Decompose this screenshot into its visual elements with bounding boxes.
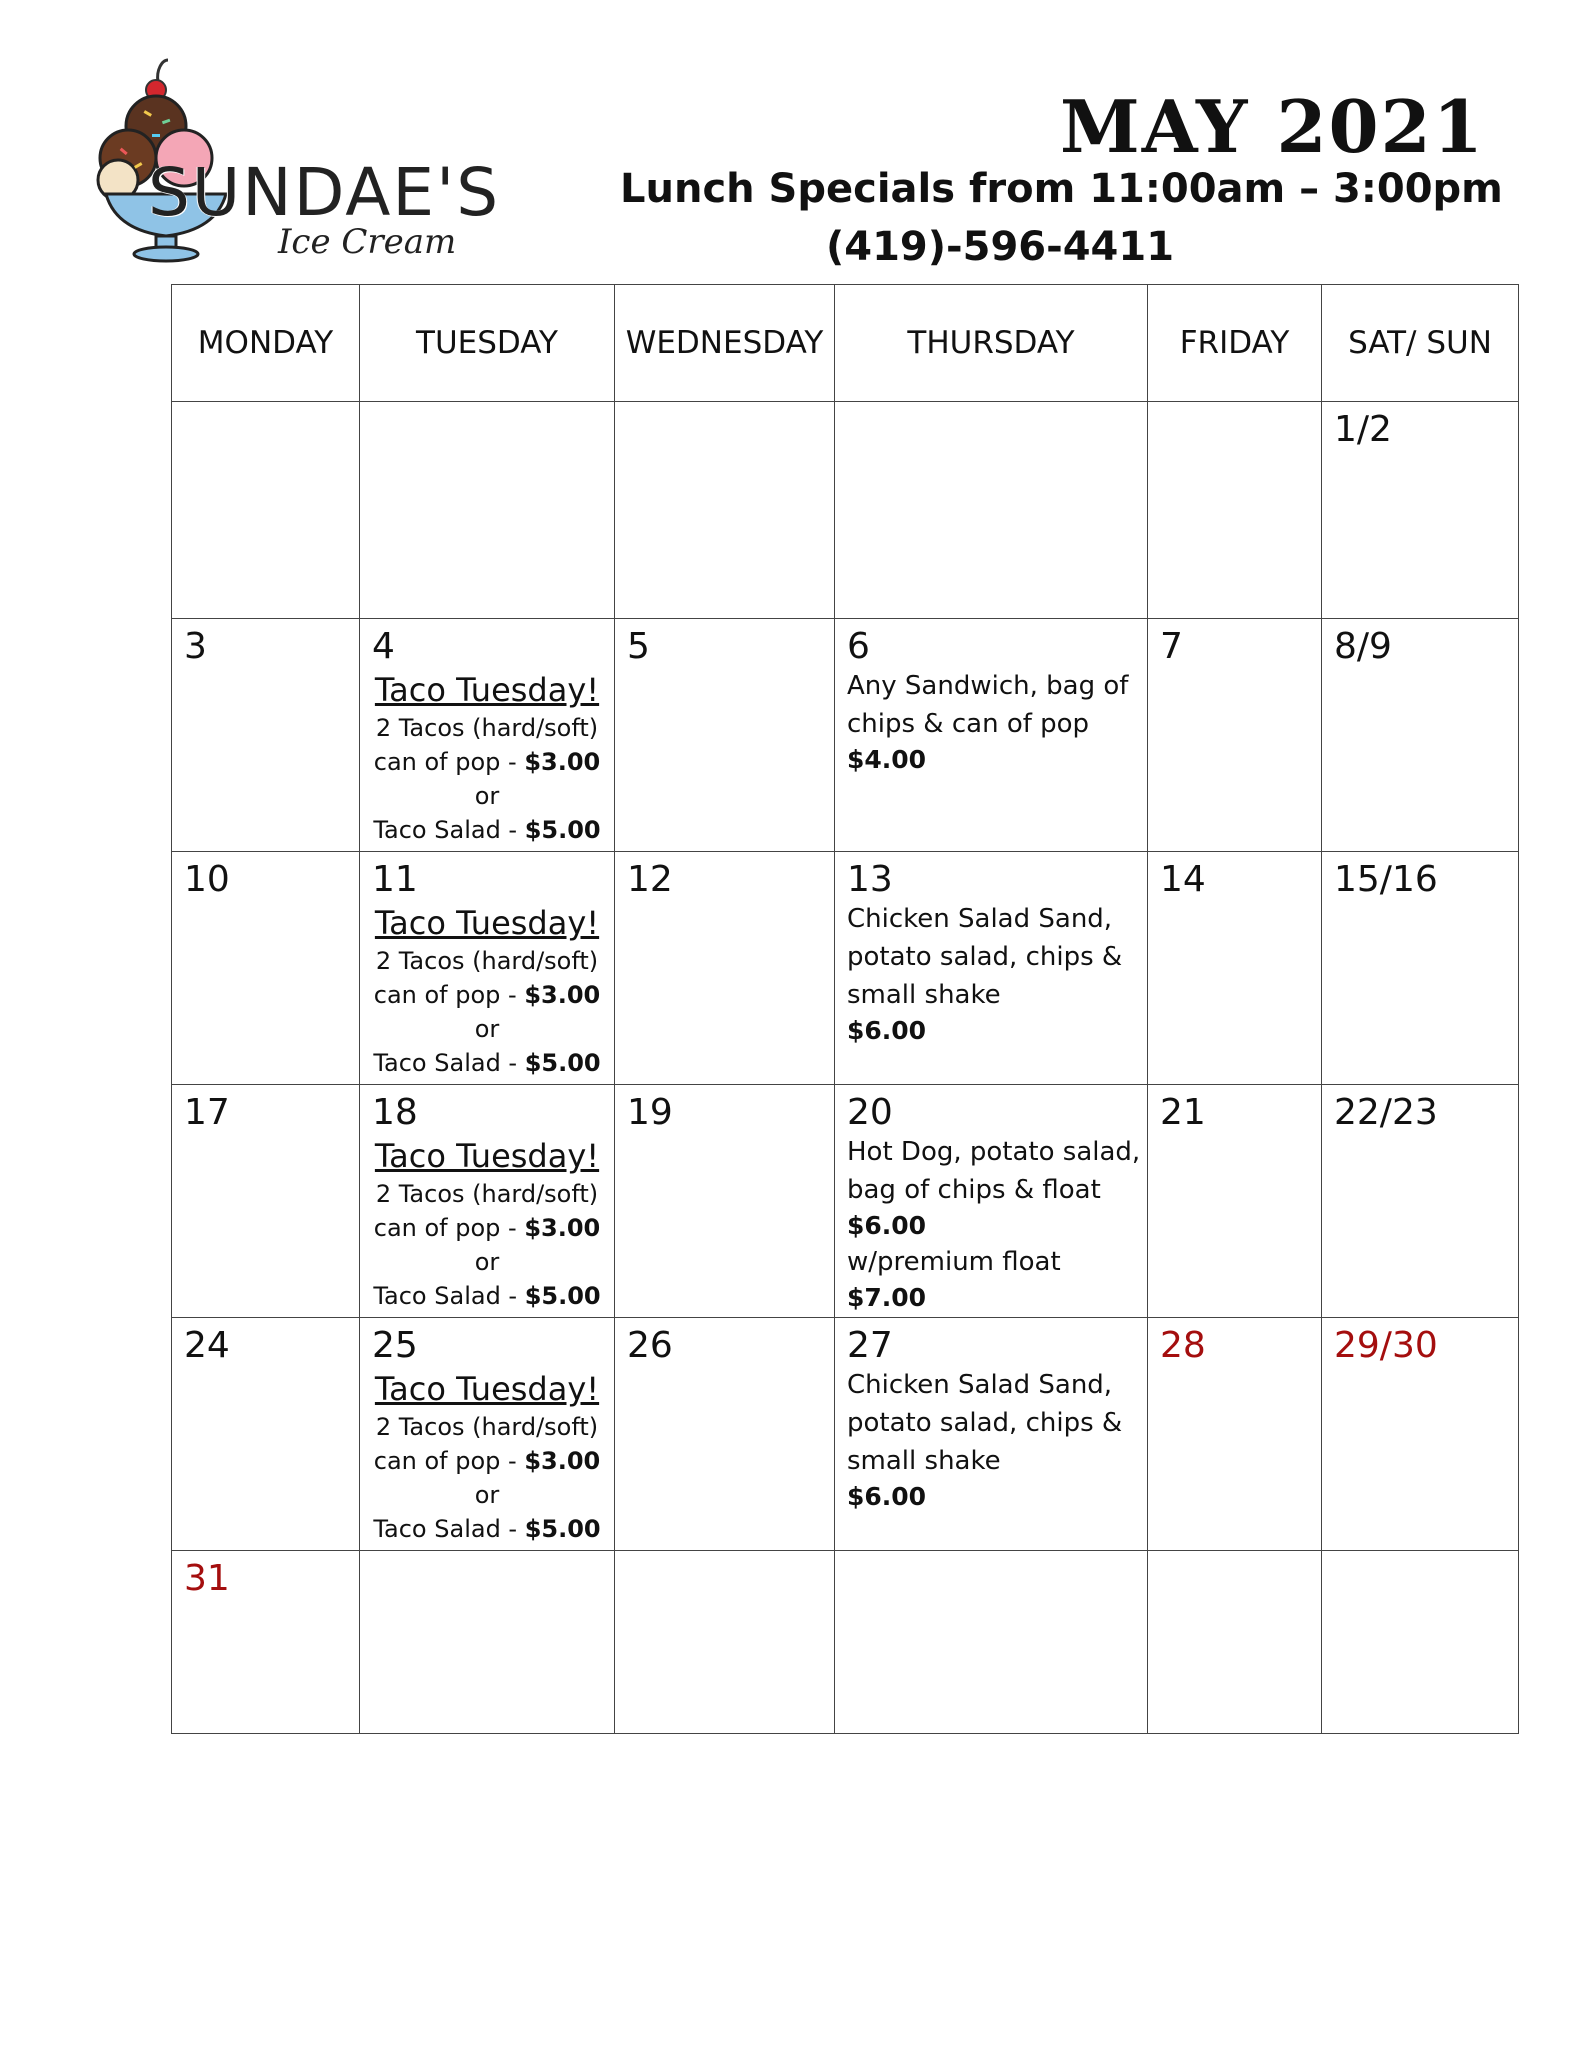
special-line: 2 Tacos (hard/soft) bbox=[375, 1413, 599, 1441]
price: $3.00 bbox=[524, 1214, 601, 1242]
lunch-hours: Lunch Specials from 11:00am – 3:00pm bbox=[620, 166, 1503, 212]
week-row bbox=[172, 1551, 1519, 1734]
date-number: 25 bbox=[372, 1325, 418, 1366]
day-cell-empty bbox=[360, 1551, 615, 1734]
date-number: 14 bbox=[1160, 859, 1206, 900]
special-line: small shake bbox=[847, 980, 1001, 1010]
date-number: 15/16 bbox=[1334, 859, 1438, 900]
price: $6.00 bbox=[847, 1211, 927, 1240]
price: $6.00 bbox=[847, 1482, 927, 1511]
day-cell bbox=[835, 1085, 1148, 1318]
thursday-special bbox=[835, 667, 1147, 777]
day-cell bbox=[1322, 852, 1519, 1085]
thursday-special bbox=[835, 1133, 1147, 1315]
brand-subtitle: Ice Cream bbox=[278, 222, 457, 262]
date-number-holiday: 29/30 bbox=[1334, 1325, 1438, 1366]
price: $3.00 bbox=[524, 748, 601, 776]
day-cell bbox=[1148, 619, 1322, 852]
date-number: 12 bbox=[627, 859, 673, 900]
special-line: can of pop - $3.00 bbox=[373, 981, 601, 1009]
special-line: can of pop - $3.00 bbox=[373, 748, 601, 776]
special-line: Taco Salad - $5.00 bbox=[373, 1049, 601, 1077]
date-number: 10 bbox=[184, 859, 230, 900]
day-cell bbox=[360, 619, 615, 852]
calendar-table bbox=[171, 284, 1519, 1734]
taco-tuesday-special bbox=[360, 1368, 614, 1546]
special-line: can of pop - $3.00 bbox=[373, 1214, 601, 1242]
thursday-special bbox=[835, 1366, 1147, 1514]
date-number: 24 bbox=[184, 1325, 230, 1366]
day-cell-empty bbox=[615, 402, 835, 619]
day-cell-empty bbox=[835, 1551, 1148, 1734]
week-row bbox=[172, 402, 1519, 619]
thursday-special bbox=[835, 900, 1147, 1048]
date-number: 11 bbox=[372, 859, 418, 900]
special-line: Hot Dog, potato salad, bbox=[847, 1137, 1141, 1167]
special-line: Any Sandwich, bag of bbox=[847, 671, 1129, 701]
day-cell-empty bbox=[615, 1551, 835, 1734]
brand-name: SUNDAE'S bbox=[148, 154, 501, 231]
date-number: 4 bbox=[372, 626, 395, 667]
day-cell bbox=[1148, 1318, 1322, 1551]
weekday-header: THURSDAY bbox=[835, 285, 1148, 402]
day-cell bbox=[615, 852, 835, 1085]
day-cell bbox=[835, 1318, 1148, 1551]
special-line: Chicken Salad Sand, bbox=[847, 1370, 1113, 1400]
day-cell-empty bbox=[1322, 1551, 1519, 1734]
special-line: Chicken Salad Sand, bbox=[847, 904, 1113, 934]
day-cell-empty bbox=[360, 402, 615, 619]
week-row bbox=[172, 1085, 1519, 1318]
special-line: or bbox=[474, 1248, 500, 1276]
taco-tuesday-special bbox=[360, 1135, 614, 1313]
date-number: 1/2 bbox=[1334, 409, 1392, 450]
date-number: 5 bbox=[627, 626, 650, 667]
special-heading: Taco Tuesday! bbox=[374, 671, 600, 709]
day-cell bbox=[360, 852, 615, 1085]
price: $5.00 bbox=[524, 1282, 601, 1310]
date-number-holiday: 31 bbox=[184, 1558, 230, 1599]
day-cell bbox=[172, 619, 360, 852]
date-number: 27 bbox=[847, 1325, 893, 1366]
weekday-header: MONDAY bbox=[172, 285, 360, 402]
day-cell-empty bbox=[172, 402, 360, 619]
special-line: Taco Salad - $5.00 bbox=[373, 1282, 601, 1310]
day-cell bbox=[172, 852, 360, 1085]
week-row bbox=[172, 619, 1519, 852]
week-row bbox=[172, 1318, 1519, 1551]
date-number: 26 bbox=[627, 1325, 673, 1366]
special-line: 2 Tacos (hard/soft) bbox=[375, 1180, 599, 1208]
special-line: Taco Salad - $5.00 bbox=[373, 816, 601, 844]
day-cell-empty bbox=[1148, 402, 1322, 619]
date-number: 7 bbox=[1160, 626, 1183, 667]
day-cell bbox=[615, 619, 835, 852]
taco-tuesday-special bbox=[360, 902, 614, 1080]
price: $4.00 bbox=[847, 745, 927, 774]
special-heading: Taco Tuesday! bbox=[374, 1137, 600, 1175]
price: $5.00 bbox=[524, 1515, 601, 1543]
day-cell bbox=[172, 1318, 360, 1551]
date-number-holiday: 28 bbox=[1160, 1325, 1206, 1366]
month-title: MAY 2021 bbox=[1060, 84, 1485, 169]
special-line: Taco Salad - $5.00 bbox=[373, 1515, 601, 1543]
special-line: or bbox=[474, 782, 500, 810]
weekday-header: FRIDAY bbox=[1148, 285, 1322, 402]
date-number: 6 bbox=[847, 626, 870, 667]
day-cell bbox=[360, 1085, 615, 1318]
price: $5.00 bbox=[524, 1049, 601, 1077]
day-cell bbox=[172, 1085, 360, 1318]
special-line: can of pop - $3.00 bbox=[373, 1447, 601, 1475]
price: $3.00 bbox=[524, 981, 601, 1009]
special-line: w/premium float bbox=[847, 1247, 1061, 1277]
date-number: 20 bbox=[847, 1092, 893, 1133]
special-line: or bbox=[474, 1015, 500, 1043]
special-line: 2 Tacos (hard/soft) bbox=[375, 714, 599, 742]
price: $3.00 bbox=[524, 1447, 601, 1475]
day-cell bbox=[360, 1318, 615, 1551]
special-heading: Taco Tuesday! bbox=[374, 904, 600, 942]
date-number: 18 bbox=[372, 1092, 418, 1133]
date-number: 13 bbox=[847, 859, 893, 900]
week-row bbox=[172, 852, 1519, 1085]
special-line: chips & can of pop bbox=[847, 709, 1090, 739]
day-cell bbox=[835, 619, 1148, 852]
day-cell bbox=[615, 1318, 835, 1551]
weekday-header: WEDNESDAY bbox=[615, 285, 835, 402]
day-cell-empty bbox=[835, 402, 1148, 619]
special-heading: Taco Tuesday! bbox=[374, 1370, 600, 1408]
weekday-header: SAT/ SUN bbox=[1322, 285, 1519, 402]
day-cell bbox=[172, 1551, 360, 1734]
phone-number: (419)-596-4411 bbox=[825, 224, 1175, 270]
special-line: small shake bbox=[847, 1446, 1001, 1476]
day-cell bbox=[1322, 619, 1519, 852]
weekday-header: TUESDAY bbox=[360, 285, 615, 402]
date-number: 21 bbox=[1160, 1092, 1206, 1133]
day-cell bbox=[1148, 1085, 1322, 1318]
price: $7.00 bbox=[847, 1283, 927, 1312]
weekday-header-row bbox=[172, 285, 1519, 402]
day-cell-empty bbox=[1148, 1551, 1322, 1734]
day-cell bbox=[1148, 852, 1322, 1085]
date-number: 17 bbox=[184, 1092, 230, 1133]
day-cell bbox=[1322, 402, 1519, 619]
special-line: potato salad, chips & bbox=[847, 1408, 1123, 1438]
special-line: 2 Tacos (hard/soft) bbox=[375, 947, 599, 975]
taco-tuesday-special bbox=[360, 669, 614, 847]
day-cell bbox=[1322, 1318, 1519, 1551]
special-line: or bbox=[474, 1481, 500, 1509]
date-number: 22/23 bbox=[1334, 1092, 1438, 1133]
day-cell bbox=[615, 1085, 835, 1318]
day-cell bbox=[835, 852, 1148, 1085]
date-number: 19 bbox=[627, 1092, 673, 1133]
sundaes-logo bbox=[96, 54, 501, 264]
price: $6.00 bbox=[847, 1016, 927, 1045]
day-cell bbox=[1322, 1085, 1519, 1318]
date-number: 8/9 bbox=[1334, 626, 1392, 667]
price: $5.00 bbox=[524, 816, 601, 844]
special-line: potato salad, chips & bbox=[847, 942, 1123, 972]
special-line: bag of chips & float bbox=[847, 1175, 1101, 1205]
date-number: 3 bbox=[184, 626, 207, 667]
